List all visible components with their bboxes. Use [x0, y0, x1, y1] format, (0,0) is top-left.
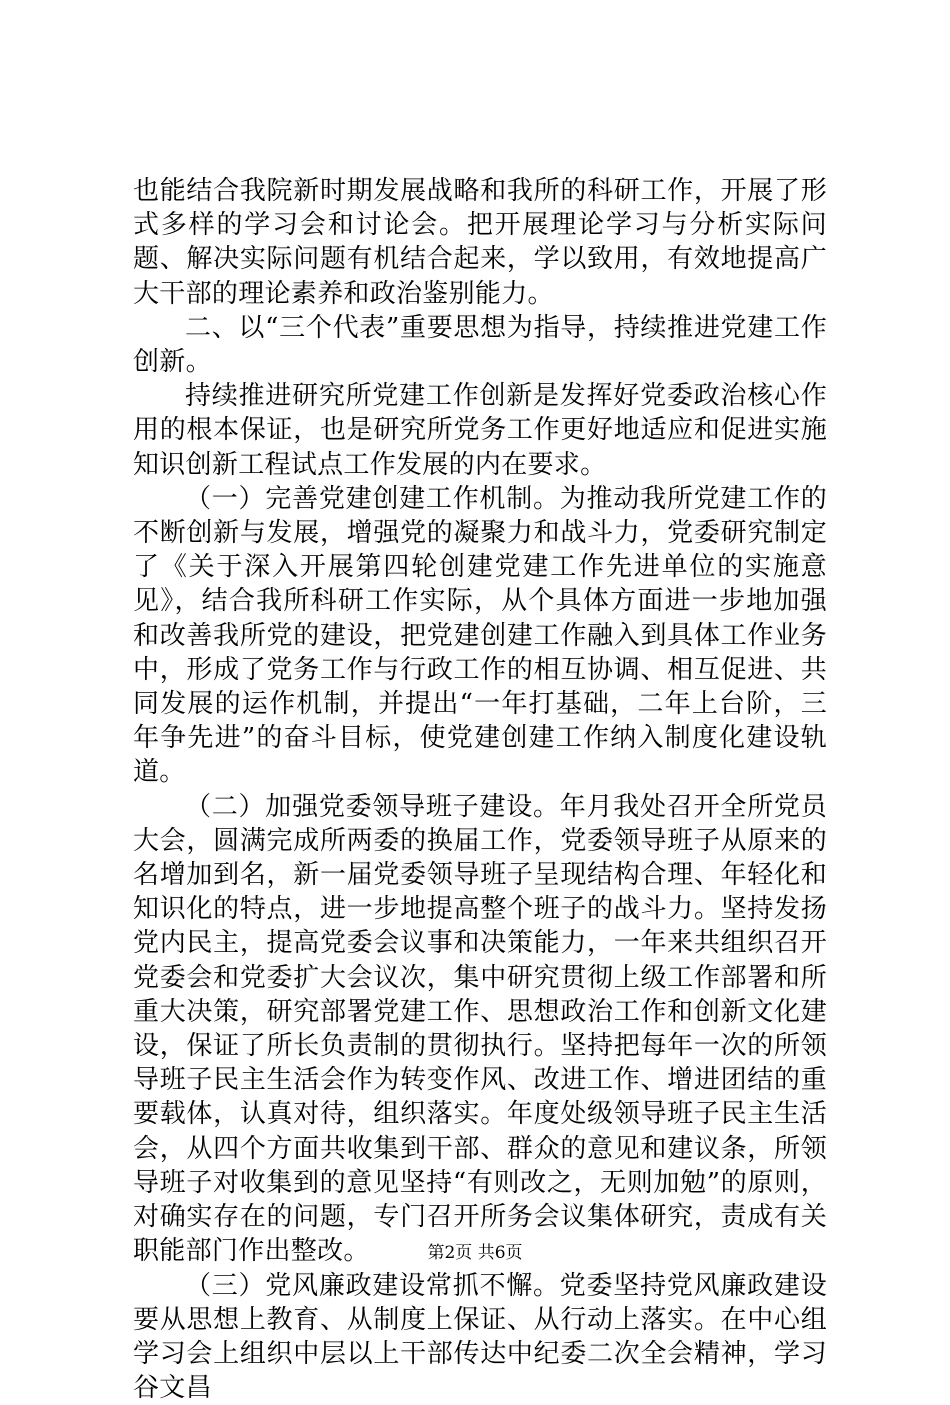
- paragraph-item-two: （二）加强党委领导班子建设。年月我处召开全所党员大会，圆满完成所两委的换届工作，党委领导班子从原来的名增加到名，新一届党委领导班子呈现结构合理、年轻化和知识化的特点，进一步地提高整个班子的战斗力。坚持发扬党内民主，提高党委会议事和决策能力，一年来共组织召开党委会和党委扩大会议次，集中研究贯彻上级工作部署和所重大决策，研究部署党建工作、思想政治工作和创新文化建设，保证了所长负责制的贯彻执行。坚持把每年一次的所领导班子民主生活会作为转变作风、改进工作、增进团结的重要载体，认真对待，组织落实。年度处级领导班子民主生活会，从四个方面共收集到干部、群众的意见和建议条，所领导班子对收集到的意见坚持“有则改之，无则加勉”的原则，对确实存在的问题，专门召开所务会议集体研究，责成有关职能部门作出整改。: [133, 790, 827, 1269]
- page-footer: 第2页 共6页: [0, 1242, 950, 1264]
- section-heading-two: 二、以“三个代表”重要思想为指导，持续推进党建工作创新。: [133, 311, 827, 379]
- paragraph-continuation: 也能结合我院新时期发展战略和我所的科研工作，开展了形式多样的学习会和讨论会。把开展理论学习与分析实际问题、解决实际问题有机结合起来，学以致用，有效地提高广大干部的理论素养和政治鉴别能力。: [133, 174, 827, 311]
- paragraph-item-three: （三）党风廉政建设常抓不懈。党委坚持党风廉政建设要从思想上教育、从制度上保证、从行动上落实。在中心组学习会上组织中层以上干部传达中纪委二次全会精神，学习谷文昌: [133, 1269, 827, 1405]
- paragraph-item-one: （一）完善党建创建工作机制。为推动我所党建工作的不断创新与发展，增强党的凝聚力和战斗力，党委研究制定了《关于深入开展第四轮创建党建工作先进单位的实施意见》，结合我所科研工作实际，从个具体方面进一步地加强和改善我所党的建设，把党建创建工作融入到具体工作业务中，形成了党务工作与行政工作的相互协调、相互促进、共同发展的运作机制，并提出“一年打基础，二年上台阶，三年争先进”的奋斗目标，使党建创建工作纳入制度化建设轨道。: [133, 482, 827, 790]
- paragraph-intro: 持续推进研究所党建工作创新是发挥好党委政治核心作用的根本保证，也是研究所党务工作更好地适应和促进实施知识创新工程试点工作发展的内在要求。: [133, 379, 827, 482]
- document-body: [133, 174, 827, 1405]
